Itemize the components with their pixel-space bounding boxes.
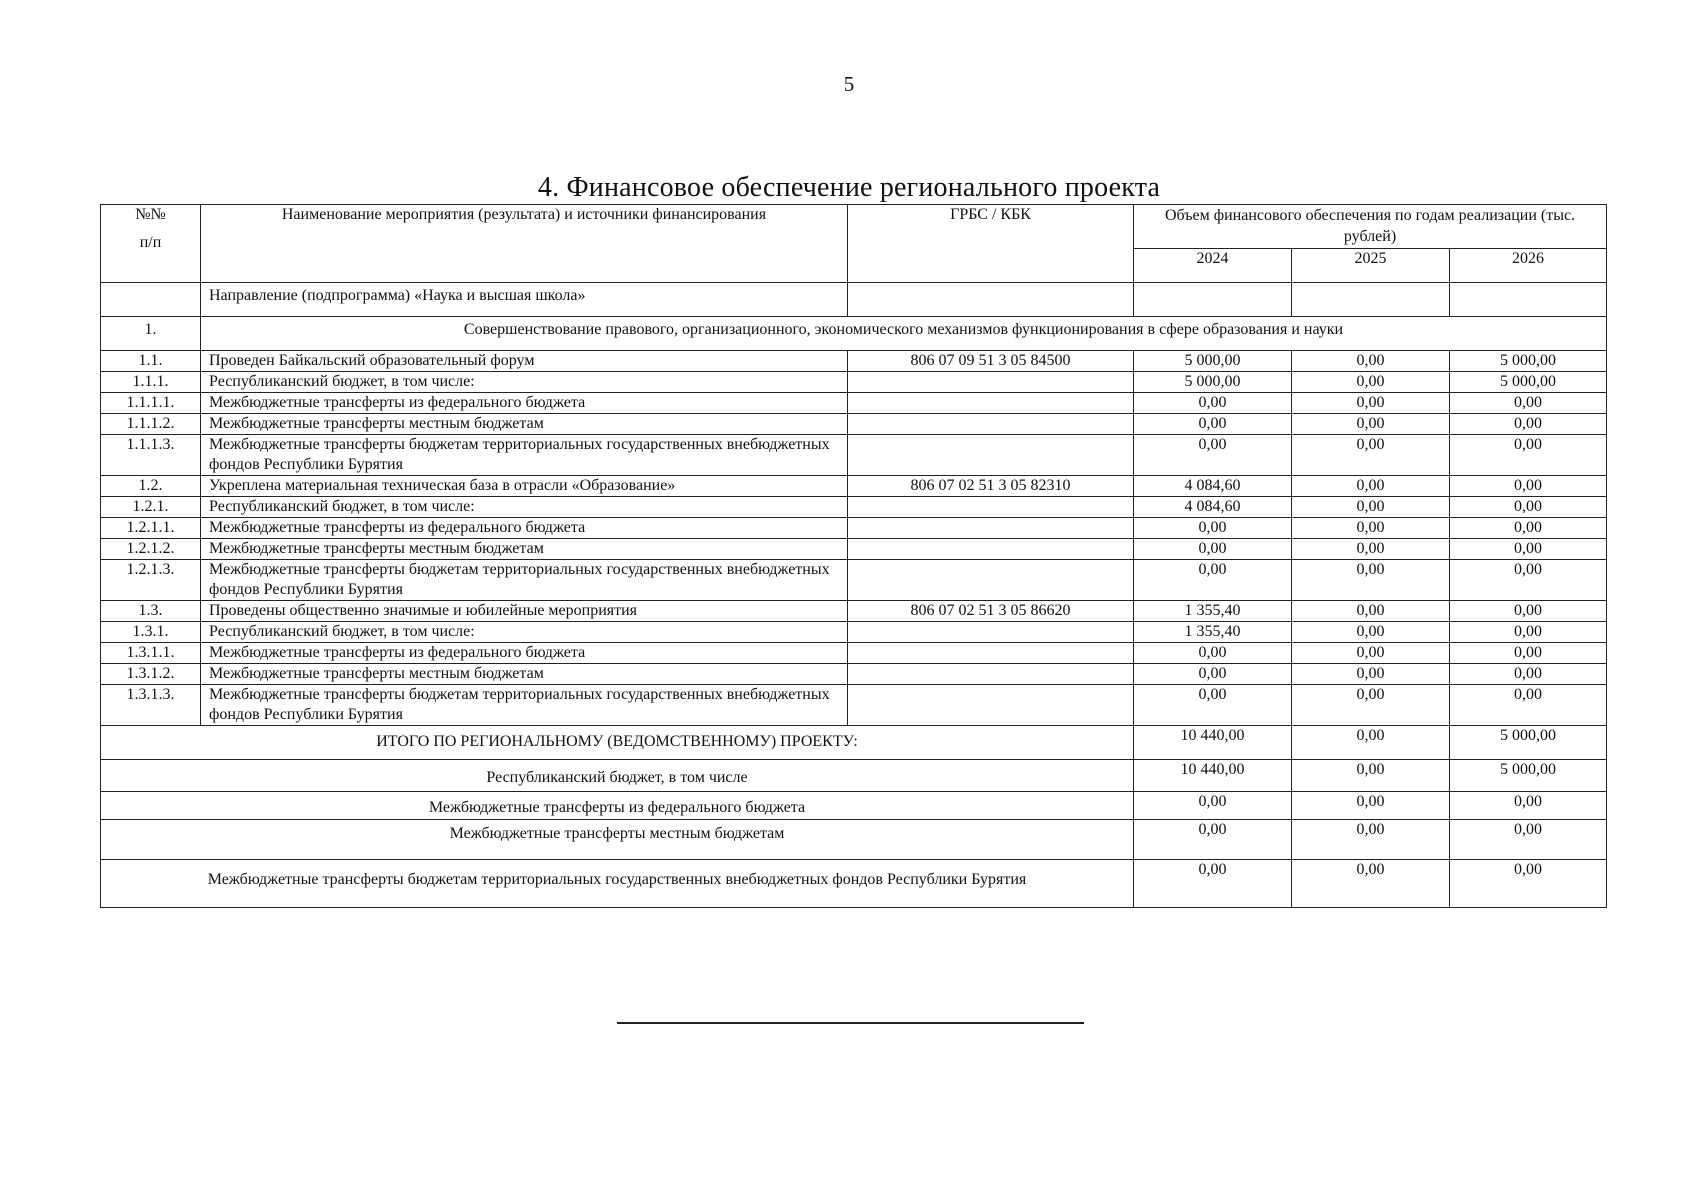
total-label: Республиканский бюджет, в том числе xyxy=(101,760,1134,792)
header-year-2026: 2026 xyxy=(1450,249,1607,283)
row-kbk: 806 07 02 51 3 05 86620 xyxy=(848,601,1134,622)
row-value-2026: 0,00 xyxy=(1450,539,1607,560)
table-row xyxy=(101,560,1607,601)
row-num: 1.1.1.2. xyxy=(101,414,201,435)
table-row xyxy=(101,685,1607,726)
row-name: Республиканский бюджет, в том числе: xyxy=(201,497,848,518)
row-name: Межбюджетные трансферты местным бюджетам xyxy=(201,414,848,435)
row-kbk xyxy=(848,372,1134,393)
row-kbk xyxy=(848,518,1134,539)
table-row xyxy=(101,497,1607,518)
row-num: 1.2.1. xyxy=(101,497,201,518)
row-value-2025: 0,00 xyxy=(1292,539,1450,560)
total-row xyxy=(101,860,1607,908)
header-num-line2: п/п xyxy=(139,234,162,251)
row-value-2024: 0,00 xyxy=(1134,539,1292,560)
row-name: Межбюджетные трансферты из федерального бюджета xyxy=(201,393,848,414)
row-value-2026: 0,00 xyxy=(1450,643,1607,664)
table-row xyxy=(101,643,1607,664)
row-value-2025: 0,00 xyxy=(1292,351,1450,372)
row-value-2026: 5 000,00 xyxy=(1450,372,1607,393)
section-title: 4. Финансовое обеспечение регионального проекта xyxy=(537,172,1161,203)
row-value-2026: 5 000,00 xyxy=(1450,351,1607,372)
row-kbk xyxy=(848,685,1134,726)
row-kbk xyxy=(848,622,1134,643)
row-num: 1.3.1.1. xyxy=(101,643,201,664)
direction-2026 xyxy=(1450,283,1607,317)
row-name: Межбюджетные трансферты бюджетам территориальных государственных внебюджетных фондов Республики Бурятия xyxy=(201,560,848,601)
table-row xyxy=(101,393,1607,414)
total-value-2025: 0,00 xyxy=(1292,820,1450,860)
row-kbk xyxy=(848,664,1134,685)
row-value-2025: 0,00 xyxy=(1292,643,1450,664)
row-name: Межбюджетные трансферты из федерального бюджета xyxy=(201,643,848,664)
direction-kbk xyxy=(848,283,1134,317)
header-num xyxy=(101,205,201,283)
row-kbk xyxy=(848,393,1134,414)
table-row xyxy=(101,601,1607,622)
row-value-2025: 0,00 xyxy=(1292,476,1450,497)
total-value-2025: 0,00 xyxy=(1292,760,1450,792)
direction-row xyxy=(101,283,1607,317)
row-kbk: 806 07 02 51 3 05 82310 xyxy=(848,476,1134,497)
row-value-2024: 0,00 xyxy=(1134,414,1292,435)
total-value-2025: 0,00 xyxy=(1292,792,1450,820)
row-num: 1.2.1.3. xyxy=(101,560,201,601)
row-value-2025: 0,00 xyxy=(1292,664,1450,685)
row-kbk xyxy=(848,414,1134,435)
row-value-2026: 0,00 xyxy=(1450,414,1607,435)
row-name: Проведены общественно значимые и юбилейные мероприятия xyxy=(201,601,848,622)
total-value-2024: 0,00 xyxy=(1134,792,1292,820)
total-value-2025: 0,00 xyxy=(1292,726,1450,760)
table-row xyxy=(101,539,1607,560)
row-num: 1.3.1.3. xyxy=(101,685,201,726)
page-number: 5 xyxy=(843,72,855,96)
row-num: 1.2.1.2. xyxy=(101,539,201,560)
row-value-2024: 0,00 xyxy=(1134,664,1292,685)
row-value-2024: 0,00 xyxy=(1134,560,1292,601)
row-num: 1.1. xyxy=(101,351,201,372)
total-row xyxy=(101,820,1607,860)
row-num: 1.3.1.2. xyxy=(101,664,201,685)
row-name: Межбюджетные трансферты бюджетам территориальных государственных внебюджетных фондов Республики Бурятия xyxy=(201,435,848,476)
header-year-2024: 2024 xyxy=(1134,249,1292,283)
total-label: Межбюджетные трансферты местным бюджетам xyxy=(101,820,1134,860)
direction-2025 xyxy=(1292,283,1450,317)
row-value-2025: 0,00 xyxy=(1292,372,1450,393)
row-kbk xyxy=(848,560,1134,601)
row-value-2026: 0,00 xyxy=(1450,518,1607,539)
row-value-2026: 0,00 xyxy=(1450,601,1607,622)
row-value-2026: 0,00 xyxy=(1450,476,1607,497)
row-kbk xyxy=(848,497,1134,518)
row-name: Укреплена материальная техническая база в отрасли «Образование» xyxy=(201,476,848,497)
row-value-2024: 0,00 xyxy=(1134,435,1292,476)
total-row xyxy=(101,726,1607,760)
total-value-2024: 0,00 xyxy=(1134,860,1292,908)
total-value-2026: 0,00 xyxy=(1450,792,1607,820)
row-num: 1.2. xyxy=(101,476,201,497)
row-name: Республиканский бюджет, в том числе: xyxy=(201,622,848,643)
row-value-2026: 0,00 xyxy=(1450,560,1607,601)
total-value-2024: 10 440,00 xyxy=(1134,760,1292,792)
table-row xyxy=(101,518,1607,539)
row-num: 1.3.1. xyxy=(101,622,201,643)
row-value-2024: 0,00 xyxy=(1134,518,1292,539)
header-grbs: ГРБС / КБК xyxy=(848,205,1134,283)
row-value-2026: 0,00 xyxy=(1450,497,1607,518)
row-name: Проведен Байкальский образовательный форум xyxy=(201,351,848,372)
row-kbk xyxy=(848,643,1134,664)
row-value-2024: 1 355,40 xyxy=(1134,601,1292,622)
table-row xyxy=(101,664,1607,685)
row-value-2025: 0,00 xyxy=(1292,435,1450,476)
row-value-2024: 0,00 xyxy=(1134,643,1292,664)
header-num-line1: №№ xyxy=(135,206,166,223)
row-value-2026: 0,00 xyxy=(1450,435,1607,476)
total-label: Межбюджетные трансферты из федерального бюджета xyxy=(101,792,1134,820)
row-value-2026: 0,00 xyxy=(1450,685,1607,726)
row-value-2024: 0,00 xyxy=(1134,685,1292,726)
row-kbk: 806 07 09 51 3 05 84500 xyxy=(848,351,1134,372)
row-name: Межбюджетные трансферты из федерального бюджета xyxy=(201,518,848,539)
row-name: Межбюджетные трансферты местным бюджетам xyxy=(201,539,848,560)
total-value-2026: 5 000,00 xyxy=(1450,726,1607,760)
total-row xyxy=(101,760,1607,792)
row-value-2025: 0,00 xyxy=(1292,393,1450,414)
row-value-2025: 0,00 xyxy=(1292,685,1450,726)
header-row xyxy=(101,205,1607,249)
row-value-2024: 4 084,60 xyxy=(1134,497,1292,518)
header-name: Наименование мероприятия (результата) и источники финансирования xyxy=(201,205,848,283)
table-row xyxy=(101,435,1607,476)
row-name: Межбюджетные трансферты местным бюджетам xyxy=(201,664,848,685)
row-num: 1.1.1. xyxy=(101,372,201,393)
row-value-2026: 0,00 xyxy=(1450,664,1607,685)
row-value-2024: 5 000,00 xyxy=(1134,372,1292,393)
table-row xyxy=(101,476,1607,497)
row-value-2025: 0,00 xyxy=(1292,414,1450,435)
row-value-2025: 0,00 xyxy=(1292,518,1450,539)
total-label: Межбюджетные трансферты бюджетам территориальных государственных внебюджетных фондов Республики Бурятия xyxy=(101,860,1134,908)
row-value-2024: 1 355,40 xyxy=(1134,622,1292,643)
row-value-2024: 0,00 xyxy=(1134,393,1292,414)
total-value-2026: 0,00 xyxy=(1450,820,1607,860)
row-num: 1.1.1.1. xyxy=(101,393,201,414)
direction-name: Направление (подпрограмма) «Наука и высшая школа» xyxy=(201,283,848,317)
row-kbk xyxy=(848,435,1134,476)
row-name: Межбюджетные трансферты бюджетам территориальных государственных внебюджетных фондов Республики Бурятия xyxy=(201,685,848,726)
total-row xyxy=(101,792,1607,820)
financing-table xyxy=(100,204,1607,908)
row-value-2026: 0,00 xyxy=(1450,622,1607,643)
direction-num xyxy=(101,283,201,317)
row-value-2025: 0,00 xyxy=(1292,497,1450,518)
header-year-2025: 2025 xyxy=(1292,249,1450,283)
table-row xyxy=(101,622,1607,643)
section-row xyxy=(101,317,1607,351)
total-value-2026: 5 000,00 xyxy=(1450,760,1607,792)
total-value-2024: 10 440,00 xyxy=(1134,726,1292,760)
section-num: 1. xyxy=(101,317,201,351)
row-name: Республиканский бюджет, в том числе: xyxy=(201,372,848,393)
total-value-2025: 0,00 xyxy=(1292,860,1450,908)
total-label: ИТОГО ПО РЕГИОНАЛЬНОМУ (ВЕДОМСТВЕННОМУ) ПРОЕКТУ: xyxy=(101,726,1134,760)
row-num: 1.3. xyxy=(101,601,201,622)
row-value-2026: 0,00 xyxy=(1450,393,1607,414)
header-volume: Объем финансового обеспечения по годам реализации (тыс. рублей) xyxy=(1134,205,1607,249)
row-value-2025: 0,00 xyxy=(1292,560,1450,601)
row-value-2024: 5 000,00 xyxy=(1134,351,1292,372)
direction-2024 xyxy=(1134,283,1292,317)
section-name: Совершенствование правового, организационного, экономического механизмов функционирования в сфере образования и науки xyxy=(201,317,1607,351)
row-num: 1.2.1.1. xyxy=(101,518,201,539)
row-value-2025: 0,00 xyxy=(1292,622,1450,643)
table-row xyxy=(101,351,1607,372)
table-row xyxy=(101,372,1607,393)
row-value-2024: 4 084,60 xyxy=(1134,476,1292,497)
bottom-rule xyxy=(617,1022,1084,1024)
total-value-2026: 0,00 xyxy=(1450,860,1607,908)
table-row xyxy=(101,414,1607,435)
row-kbk xyxy=(848,539,1134,560)
total-value-2024: 0,00 xyxy=(1134,820,1292,860)
row-value-2025: 0,00 xyxy=(1292,601,1450,622)
row-num: 1.1.1.3. xyxy=(101,435,201,476)
